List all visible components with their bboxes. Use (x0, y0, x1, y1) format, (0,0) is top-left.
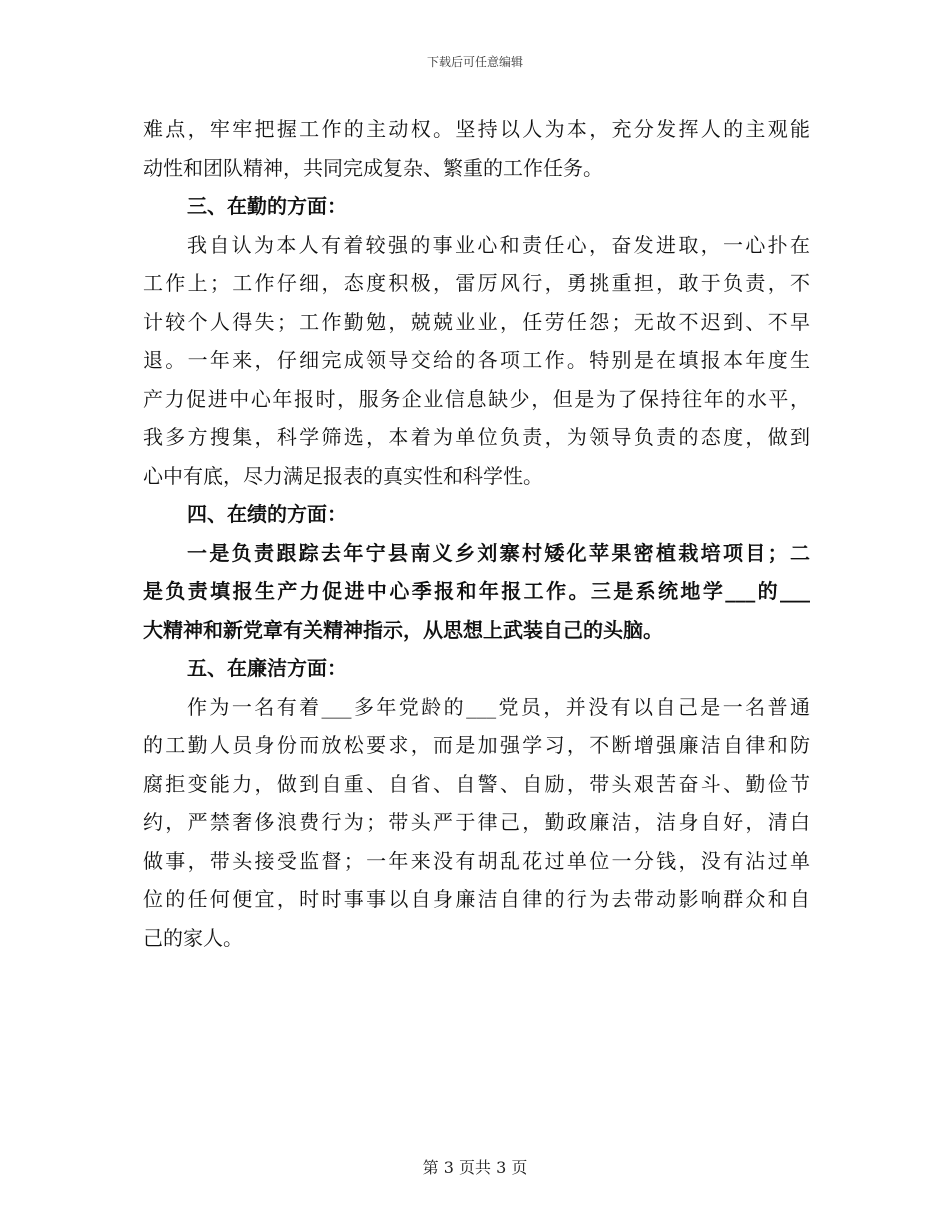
paragraph-line: 一是负责跟踪去年宁县南义乡刘寨村矮化苹果密植栽培项目；二 (187, 540, 810, 565)
section-heading-diligence: 三、在勤的方面： (187, 194, 347, 218)
section-heading-integrity: 五、在廉洁方面： (187, 656, 347, 680)
paragraph-line: 计较个人得失；工作勤勉，兢兢业业，任劳任怨；无故不迟到、不早 (143, 309, 810, 334)
paragraph-line: 做事，带头接受监督；一年来没有胡乱花过单位一分钱，没有沾过单 (143, 848, 810, 873)
document-body (143, 110, 810, 957)
paragraph-line: 退。一年来，仔细完成领导交给的各项工作。特别是在填报本年度生 (143, 348, 810, 372)
paragraph-line: 大精神和新党章有关精神指示，从思想上武装自己的头脑。 (143, 617, 663, 642)
paragraph-line: 产力促进中心年报时，服务企业信息缺少，但是为了保持往年的水平， (143, 386, 810, 411)
paragraph-line: 是负责填报生产力促进中心季报和年报工作。三是系统地学___的___ (143, 579, 810, 603)
paragraph-line: 约，严禁奢侈浪费行为；带头严于律己，勤政廉洁，洁身自好，清白 (143, 810, 810, 834)
section-heading-performance: 四、在绩的方面： (187, 502, 347, 526)
paragraph-line: 位的任何便宜，时时事事以自身廉洁自律的行为去带动影响群众和自 (143, 887, 810, 911)
paragraph-line: 我多方搜集，科学筛选，本着为单位负责，为领导负责的态度，做到 (143, 425, 810, 449)
paragraph-line: 难点，牢牢把握工作的主动权。坚持以人为本，充分发挥人的主观能 (143, 117, 810, 141)
paragraph-line: 工作上；工作仔细，态度积极，雷厉风行，勇挑重担，敢于负责，不 (143, 271, 810, 295)
page-number: 第 3 页共 3 页 (422, 1158, 528, 1177)
page-header: 下载后可任意编辑 (426, 55, 523, 69)
paragraph-line: 动性和团队精神，共同完成复杂、繁重的工作任务。 (143, 155, 603, 180)
paragraph-line: 作为一名有着___多年党龄的___党员，并没有以自己是一名普通 (187, 694, 810, 719)
paragraph-line: 腐拒变能力，做到自重、自省、自警、自励，带头艰苦奋斗、勤俭节 (143, 771, 810, 796)
paragraph-line: 的工勤人员身份而放松要求，而是加强学习，不断增强廉洁自律和防 (143, 733, 810, 757)
paragraph-line: 己的家人。 (143, 925, 243, 950)
paragraph-line: 我自认为本人有着较强的事业心和责任心，奋发进取，一心扑在 (187, 232, 810, 257)
paragraph-line: 心中有底，尽力满足报表的真实性和科学性。 (143, 463, 543, 488)
